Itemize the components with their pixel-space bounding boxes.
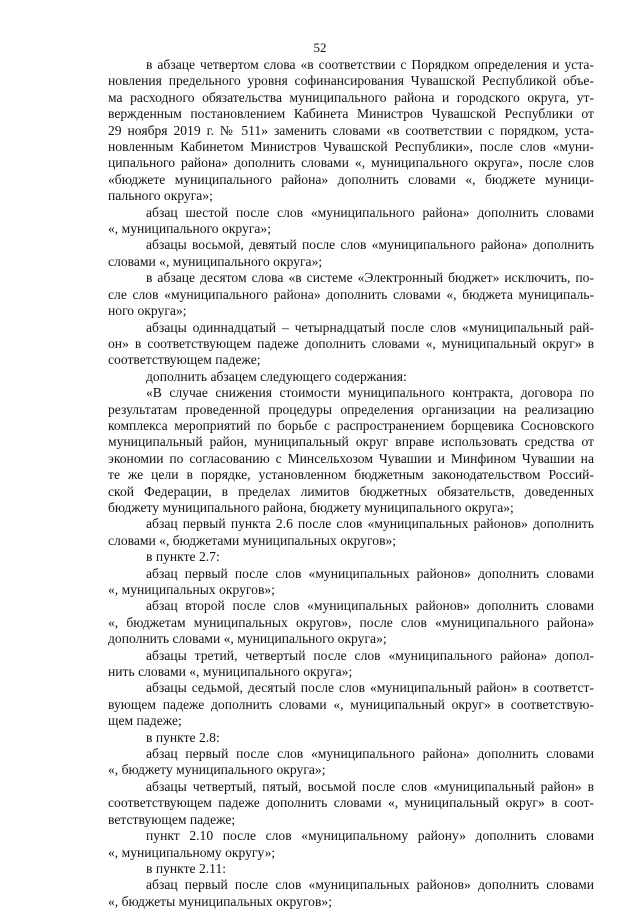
paragraph xyxy=(108,516,594,549)
text-line: абзацы одиннадцатый – четырнадцатый после слов «муниципальный рай- xyxy=(146,319,594,335)
text-line: соответствующем падеже; xyxy=(108,352,261,368)
text-line: соответствующем падеже дополнить словами «, муниципальный округ» в соот- xyxy=(108,795,594,811)
text-line: в абзаце десятом слова «в системе «Электронный бюджет» исключить, по- xyxy=(146,270,594,286)
paragraph xyxy=(108,877,594,910)
text-line: экономии по согласованию с Минсельхозом Чувашии и Минфином Чувашии на xyxy=(108,450,594,466)
text-line: словами «, бюджетами муниципальных округов»; xyxy=(108,532,397,548)
text-line: новления предельного уровня софинансирования Чувашской Республикой объе- xyxy=(108,73,594,89)
text-line: абзацы четвертый, пятый, восьмой после слов «муниципальный район» в xyxy=(146,778,594,794)
paragraph xyxy=(108,598,594,647)
text-line: результатам проведенной процедуры определения организации на реализацию xyxy=(108,401,594,417)
text-line: «, муниципальному округу»; xyxy=(108,844,276,860)
text-line: абзацы восьмой, девятый после слов «муниципального района» дополнить xyxy=(146,237,594,253)
text-line: ветствующем падеже; xyxy=(108,811,236,827)
text-line: дополнить абзацем следующего содержания: xyxy=(146,368,407,384)
text-line: дополнить словами «, муниципального округа»; xyxy=(108,631,387,647)
text-line: абзац первый после слов «муниципальных районов» дополнить словами xyxy=(146,565,594,581)
document-body xyxy=(108,57,594,910)
paragraph xyxy=(108,385,594,516)
text-line: словами «, муниципального округа»; xyxy=(108,253,323,269)
text-line: в пункте 2.8: xyxy=(146,729,220,745)
text-line: нить словами «, муниципального округа»; xyxy=(108,664,353,680)
text-line: в абзаце четвертом слова «в соответствии с Порядком определения и уста- xyxy=(146,57,594,72)
paragraph xyxy=(108,566,594,599)
text-line: «бюджете муниципального района» дополнить словами «, бюджете муници- xyxy=(108,171,594,187)
text-line: ской Федерации, в пределах лимитов бюджетных обязательств, доведенных xyxy=(108,483,594,499)
text-line: сле слов «муниципального района» дополнить словами «, бюджета муниципаль- xyxy=(108,286,594,302)
text-line: ципального района» дополнить словами «, муниципального округа», после слов xyxy=(108,155,594,171)
text-line: абзац второй после слов «муниципальных районов» дополнить словами xyxy=(146,598,594,614)
text-line: пального округа»; xyxy=(108,188,213,204)
paragraph xyxy=(108,237,594,270)
paragraph xyxy=(108,730,594,746)
text-line: абзацы седьмой, десятый после слов «муниципальный район» в соответст- xyxy=(146,680,594,696)
paragraph xyxy=(108,369,594,385)
text-line: «, бюджеты муниципальных округов»; xyxy=(108,893,332,909)
text-line: муниципальный район, муниципальный округ вправе использовать средства от xyxy=(108,434,594,450)
text-line: пункт 2.10 после слов «муниципальному району» дополнить словами xyxy=(146,828,594,844)
text-line: вержденным постановлением Кабинета Министров Чувашской Республики от xyxy=(108,106,594,122)
text-line: новленным Кабинетом Министров Чувашской Республики», после слов «муни- xyxy=(108,139,594,155)
paragraph xyxy=(108,270,594,319)
text-line: 29 ноября 2019 г. № 511» заменить словами «в соответствии с порядком, уста- xyxy=(108,122,594,138)
text-line: ного округа»; xyxy=(108,303,187,319)
text-line: «, муниципальных округов»; xyxy=(108,582,275,597)
text-line: ма расходного обязательства муниципального района и городского округа, ут- xyxy=(108,89,594,105)
paragraph xyxy=(108,57,594,205)
text-line: он» в соответствующем падеже дополнить словами «, муниципальный округ» в xyxy=(108,335,594,351)
text-line: абзацы третий, четвертый после слов «муниципального района» допол- xyxy=(146,647,594,663)
text-line: «, бюджету муниципального округа»; xyxy=(108,762,326,778)
paragraph xyxy=(108,828,594,861)
text-line: «В случае снижения стоимости муниципального контракта, договора по xyxy=(146,385,594,401)
paragraph xyxy=(108,680,594,729)
paragraph xyxy=(108,549,594,565)
paragraph xyxy=(108,648,594,681)
text-line: абзац первый пункта 2.6 после слов «муниципальных районов» дополнить xyxy=(146,516,594,532)
text-line: комплекса мероприятий по борьбе с распространением борщевика Сосновского xyxy=(108,417,594,433)
text-line: те же цели в порядке, установленном бюджетным законодательством Россий- xyxy=(108,467,594,483)
text-line: «, бюджетам муниципальных округов», после слов «муниципального района» xyxy=(108,614,594,630)
text-line: в пункте 2.11: xyxy=(146,860,227,876)
paragraph xyxy=(108,205,594,238)
paragraph xyxy=(108,861,594,877)
text-line: в пункте 2.7: xyxy=(146,549,220,565)
text-line: вующем падеже дополнить словами «, муниципальный округ» в соответствую- xyxy=(108,696,594,712)
text-line: щем падеже; xyxy=(108,713,182,729)
text-line: абзац первый после слов «муниципальных районов» дополнить словами xyxy=(146,877,594,893)
text-line: бюджету муниципального района, бюджету муниципального округа»; xyxy=(108,499,514,515)
paragraph xyxy=(108,320,594,369)
page-number: 52 xyxy=(313,40,327,55)
text-line: абзац первый после слов «муниципального района» дополнить словами xyxy=(146,746,594,762)
paragraph xyxy=(108,779,594,828)
text-line: «, муниципального округа»; xyxy=(108,221,272,237)
text-line: абзац шестой после слов «муниципального района» дополнить словами xyxy=(146,204,594,220)
paragraph xyxy=(108,746,594,779)
